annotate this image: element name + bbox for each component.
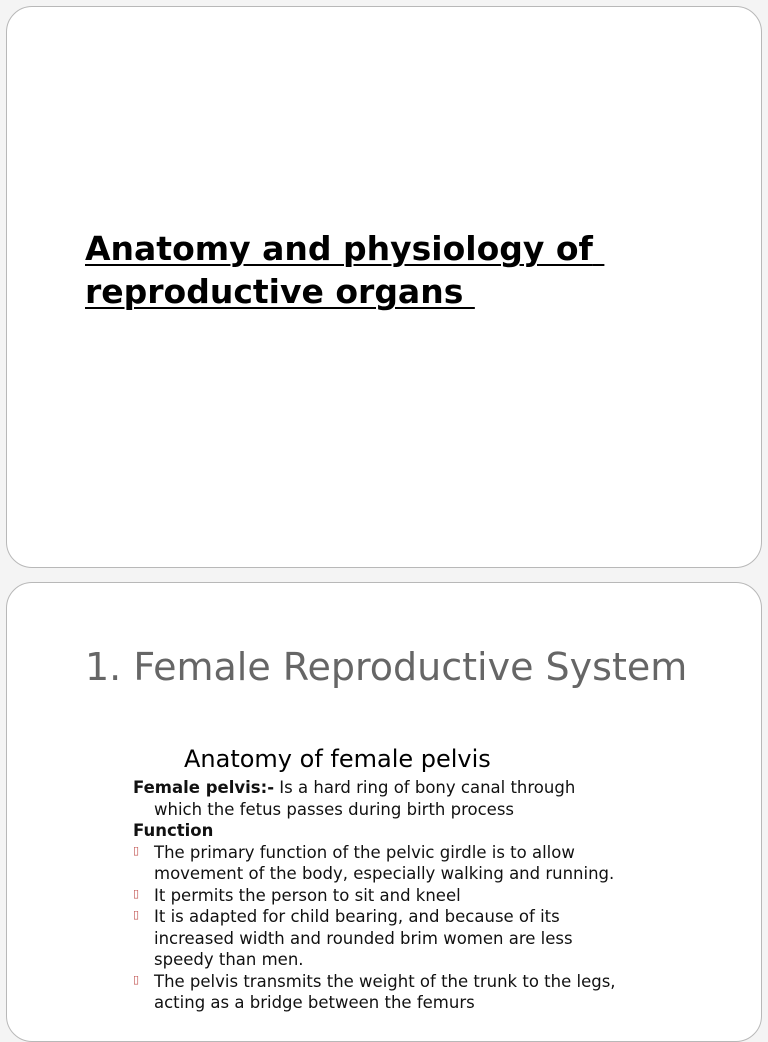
slide-2-subtitle: Anatomy of female pelvis <box>184 745 491 773</box>
definition-term: Female pelvis <box>133 778 261 797</box>
bullet-marker-icon: ▯ <box>133 908 140 921</box>
slide-1 <box>6 6 762 568</box>
slide-2-title: 1. Female Reproductive System <box>85 645 688 689</box>
bullet-text: It is adapted for child bearing, and because of its increased width and rounded brim women are less speedy than men. <box>154 907 573 969</box>
definition-separator: :- <box>260 778 275 797</box>
bullet-item <box>133 971 623 1014</box>
definition-text: Is a hard ring of bony canal through which the fetus passes during birth process <box>154 778 576 819</box>
bullet-text: The pelvis transmits the weight of the trunk to the legs, acting as a bridge between the femurs <box>154 971 616 1012</box>
slide-2 <box>6 582 762 1042</box>
bullet-text: It permits the person to sit and kneel <box>154 885 461 905</box>
bullet-marker-icon: ▯ <box>133 843 140 857</box>
function-heading: Function <box>133 821 214 840</box>
bullet-marker-icon: ▯ <box>133 972 140 986</box>
bullet-item <box>133 906 623 971</box>
slide-2-body <box>133 743 623 1014</box>
bullet-item <box>133 842 623 885</box>
bullet-text: The primary function of the pelvic girdle is to allow movement of the body, especially walking and running. <box>154 842 615 883</box>
slide-1-title: Anatomy and physiology of reproductive organs <box>85 229 605 311</box>
bullet-marker-icon: ▯ <box>133 886 140 900</box>
bullet-item <box>133 885 623 907</box>
definition-paragraph <box>133 777 623 820</box>
